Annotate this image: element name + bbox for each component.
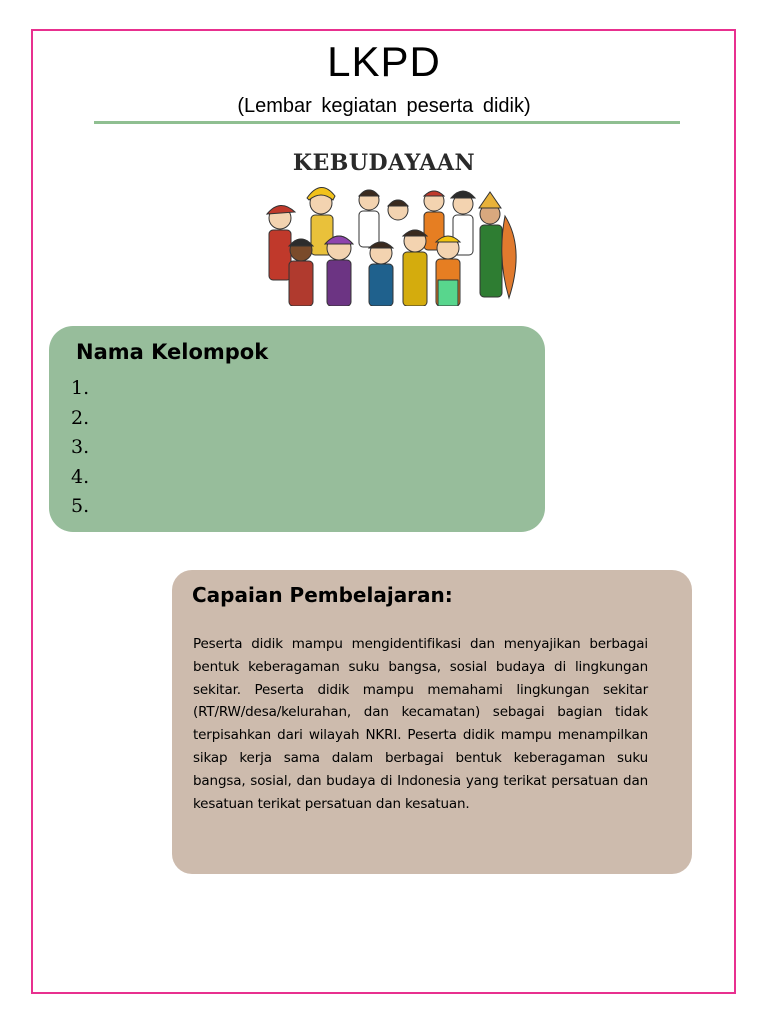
- children-in-traditional-costumes-image: [243, 148, 525, 306]
- page-title: LKPD: [327, 38, 441, 85]
- divider-rule: [94, 121, 680, 124]
- member-number-2: 2.: [71, 406, 90, 429]
- group-members-box: [49, 326, 545, 532]
- member-number-3: 3.: [71, 436, 90, 458]
- group-member-list: [71, 374, 89, 522]
- member-number-5: 5.: [71, 495, 90, 517]
- learning-outcome-box: [172, 570, 692, 874]
- learning-outcome-text: Peserta didik mampu mengidentifikasi dan menyajikan berbagai bentuk keberagaman suku bangsa, sosial budaya di lingkungan sekitar. Peserta didik mampu memahami lingkungan sekitar (RT/RW/desa/kelurahan, dan kecamatan) sebagai bagian tidak terpisahkan dari wilayah NKRI. Peserta didik mampu menampilkan sikap kerja sama dalam berbagai bentuk keberagaman suku bangsa, sosial, dan budaya di Indonesia yang terikat persatuan dan kesatuan terikat persatuan dan kesatuan.: [193, 636, 648, 812]
- member-number-1: 1.: [71, 377, 90, 399]
- culture-illustration: [243, 148, 525, 306]
- group-heading: Nama Kelompok: [76, 340, 269, 364]
- member-number-4: 4.: [71, 465, 90, 488]
- page-subtitle: (Lembar kegiatan peserta didik): [237, 95, 531, 117]
- learning-outcome-heading: Capaian Pembelajaran:: [192, 583, 453, 607]
- illustration-caption: KEBUDAYAAN: [292, 150, 476, 176]
